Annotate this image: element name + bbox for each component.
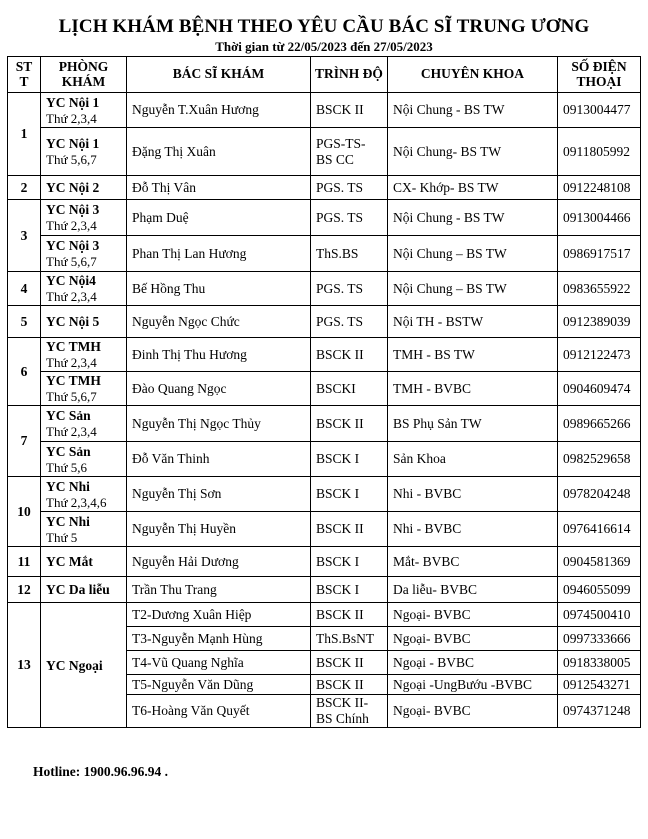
doctor-cell: Đinh Thị Thu Hương (127, 338, 311, 372)
room-name: YC Nội 5 (46, 314, 100, 329)
room-name: YC Nhi (46, 513, 90, 529)
level-cell: BSCK I (311, 477, 388, 512)
table-row (8, 577, 641, 603)
stt-cell: 11 (8, 547, 41, 577)
room-cell (41, 272, 127, 306)
room-name: YC Nội 3 (46, 238, 100, 253)
room-days: Thứ 2,3,4 (46, 424, 97, 439)
room-name: YC Nội 1 (46, 136, 100, 151)
level-cell: BSCK I (311, 547, 388, 577)
room-cell (41, 512, 127, 547)
doctor-cell: Đặng Thị Xuân (127, 128, 311, 176)
room-days: Thứ 2,3,4 (46, 289, 97, 304)
room-cell (41, 176, 127, 200)
hotline: Hotline: 1900.96.96.94 . (33, 764, 168, 779)
doctor-cell: Bế Hồng Thu (127, 272, 311, 306)
room-name: YC Nội4 (46, 273, 96, 288)
page-title: LỊCH KHÁM BỆNH THEO YÊU CẦU BÁC SĨ TRUNG ƯƠNG (58, 16, 590, 37)
room-days: Thứ 2,3,4,6 (46, 494, 107, 510)
room-name: YC Sản (46, 443, 91, 459)
room-cell (41, 406, 127, 442)
phone-cell: 0974500410 (558, 603, 641, 627)
specialty-cell: Nội Chung- BS TW (388, 128, 558, 176)
room-days: Thứ 5,6 (46, 459, 87, 475)
room-name: YC Nội 1 (46, 94, 100, 110)
phone-cell: 0918338005 (558, 651, 641, 675)
specialty-cell: Nhi - BVBC (388, 477, 558, 512)
level-cell: BSCK I (311, 442, 388, 477)
room-cell (41, 338, 127, 372)
doctor-cell: Nguyễn Hải Dương (127, 547, 311, 577)
room-name: YC Nhi (46, 478, 90, 494)
stt-cell: 6 (8, 338, 41, 406)
stt-cell: 5 (8, 306, 41, 338)
doctor-cell: Đỗ Thị Vân (127, 176, 311, 200)
level-cell: PGS-TS-BS CC (311, 128, 388, 176)
phone-cell: 0912248108 (558, 176, 641, 200)
doctor-cell: Nguyễn Ngọc Chức (127, 306, 311, 338)
phone-cell: 0904581369 (558, 547, 641, 577)
level-cell: BSCK II (311, 512, 388, 547)
room-cell (41, 372, 127, 406)
specialty-cell: Ngoại -UngBướu -BVBC (388, 675, 558, 695)
specialty-cell: Nội Chung – BS TW (388, 272, 558, 306)
doctor-cell: Trần Thu Trang (127, 577, 311, 603)
table-row (8, 306, 641, 338)
doctor-cell: T4-Vũ Quang Nghĩa (127, 651, 311, 675)
table-row (8, 338, 641, 372)
room-name: YC TMH (46, 373, 101, 388)
phone-cell: 0989665266 (558, 406, 641, 442)
doctor-cell: T2-Dương Xuân Hiệp (127, 603, 311, 627)
stt-cell: 2 (8, 176, 41, 200)
phone-cell: 0978204248 (558, 477, 641, 512)
doctor-cell: Nguyễn Thị Sơn (127, 477, 311, 512)
room-cell (41, 477, 127, 512)
doctor-cell: Nguyễn Thị Huyền (127, 512, 311, 547)
room-name: YC Da liễu (46, 582, 110, 597)
header-room: PHÒNG KHÁM (41, 57, 127, 93)
stt-cell: 7 (8, 406, 41, 477)
room-days: Thứ 5,6,7 (46, 152, 97, 167)
stt-cell: 10 (8, 477, 41, 547)
phone-cell: 0983655922 (558, 272, 641, 306)
header-specialty: CHUYÊN KHOA (388, 57, 558, 93)
header-row (8, 57, 641, 93)
level-cell: PGS. TS (311, 176, 388, 200)
level-cell: BSCK I (311, 577, 388, 603)
phone-cell: 0986917517 (558, 236, 641, 272)
room-cell (41, 603, 127, 728)
specialty-cell: TMH - BVBC (388, 372, 558, 406)
doctor-cell: Phan Thị Lan Hương (127, 236, 311, 272)
phone-cell: 0913004477 (558, 93, 641, 128)
header-doctor: BÁC SĨ KHÁM (127, 57, 311, 93)
level-cell: BSCK II (311, 651, 388, 675)
phone-cell: 0913004466 (558, 200, 641, 236)
room-name: YC Nội 3 (46, 202, 100, 217)
specialty-cell: TMH - BS TW (388, 338, 558, 372)
room-cell (41, 442, 127, 477)
level-cell: PGS. TS (311, 272, 388, 306)
doctor-cell: Đào Quang Ngọc (127, 372, 311, 406)
room-name: YC TMH (46, 339, 101, 354)
doctor-cell: Đỗ Văn Thinh (127, 442, 311, 477)
stt-cell: 1 (8, 93, 41, 176)
specialty-cell: Nội Chung - BS TW (388, 200, 558, 236)
specialty-cell: Nội TH - BSTW (388, 306, 558, 338)
phone-cell: 0912122473 (558, 338, 641, 372)
level-cell: BSCK II (311, 338, 388, 372)
room-cell (41, 128, 127, 176)
room-days: Thứ 2,3,4 (46, 218, 97, 233)
room-cell (41, 93, 127, 128)
table-row (8, 236, 641, 272)
table-row (8, 477, 641, 512)
doctor-cell: T5-Nguyễn Văn Dũng (127, 675, 311, 695)
table-row (8, 406, 641, 442)
specialty-cell: Ngoại- BVBC (388, 695, 558, 728)
level-cell: BSCK II-BS Chính (311, 695, 388, 728)
room-days: Thứ 5,6,7 (46, 389, 97, 404)
specialty-cell: Nội Chung – BS TW (388, 236, 558, 272)
room-name: YC Sản (46, 408, 91, 423)
header-stt: ST T (8, 57, 41, 93)
header-level: TRÌNH ĐỘ (311, 57, 388, 93)
room-days: Thứ 5 (46, 529, 78, 545)
phone-cell: 0997333666 (558, 627, 641, 651)
phone-cell: 0912543271 (558, 675, 641, 695)
table-row (8, 200, 641, 236)
level-cell: BSCK II (311, 675, 388, 695)
schedule-table (7, 56, 641, 728)
doctor-cell: Nguyễn T.Xuân Hương (127, 93, 311, 128)
table-row (8, 176, 641, 200)
room-cell (41, 200, 127, 236)
table-row (8, 512, 641, 547)
room-days: Thứ 5,6,7 (46, 254, 97, 269)
specialty-cell: BS Phụ Sản TW (388, 406, 558, 442)
level-cell: ThS.BS (311, 236, 388, 272)
room-cell (41, 236, 127, 272)
room-days: Thứ 2,3,4 (46, 110, 97, 126)
stt-cell: 4 (8, 272, 41, 306)
phone-cell: 0976416614 (558, 512, 641, 547)
room-name: YC Mắt (46, 554, 93, 569)
stt-cell: 3 (8, 200, 41, 272)
phone-cell: 0974371248 (558, 695, 641, 728)
room-name: YC Ngoại (46, 657, 103, 673)
schedule-body (8, 93, 641, 728)
table-row (8, 442, 641, 477)
specialty-cell: Sản Khoa (388, 442, 558, 477)
room-days: Thứ 2,3,4 (46, 355, 97, 370)
stt-cell: 13 (8, 603, 41, 728)
level-cell: BSCKI (311, 372, 388, 406)
specialty-cell: CX- Khớp- BS TW (388, 176, 558, 200)
phone-cell: 0904609474 (558, 372, 641, 406)
room-cell (41, 306, 127, 338)
room-cell (41, 547, 127, 577)
phone-cell: 0946055099 (558, 577, 641, 603)
table-row (8, 547, 641, 577)
stt-cell: 12 (8, 577, 41, 603)
phone-cell: 0912389039 (558, 306, 641, 338)
table-row (8, 272, 641, 306)
table-row (8, 603, 641, 627)
table-row (8, 372, 641, 406)
doctor-cell: T3-Nguyễn Mạnh Hùng (127, 627, 311, 651)
specialty-cell: Nội Chung - BS TW (388, 93, 558, 128)
specialty-cell: Da liễu- BVBC (388, 577, 558, 603)
doctor-cell: Phạm Duệ (127, 200, 311, 236)
level-cell: BSCK II (311, 406, 388, 442)
level-cell: BSCK II (311, 93, 388, 128)
specialty-cell: Ngoại- BVBC (388, 627, 558, 651)
doctor-cell: T6-Hoàng Văn Quyết (127, 695, 311, 728)
date-range: Thời gian từ 22/05/2023 đến 27/05/2023 (215, 39, 433, 54)
phone-cell: 0911805992 (558, 128, 641, 176)
table-row (8, 128, 641, 176)
level-cell: PGS. TS (311, 200, 388, 236)
header-phone: SỐ ĐIỆN THOẠI (558, 57, 641, 93)
room-name: YC Nội 2 (46, 180, 100, 195)
level-cell: ThS.BsNT (311, 627, 388, 651)
specialty-cell: Nhi - BVBC (388, 512, 558, 547)
specialty-cell: Mắt- BVBC (388, 547, 558, 577)
phone-cell: 0982529658 (558, 442, 641, 477)
table-row (8, 93, 641, 128)
level-cell: BSCK II (311, 603, 388, 627)
level-cell: PGS. TS (311, 306, 388, 338)
room-cell (41, 577, 127, 603)
specialty-cell: Ngoại - BVBC (388, 651, 558, 675)
doctor-cell: Nguyễn Thị Ngọc Thủy (127, 406, 311, 442)
specialty-cell: Ngoại- BVBC (388, 603, 558, 627)
